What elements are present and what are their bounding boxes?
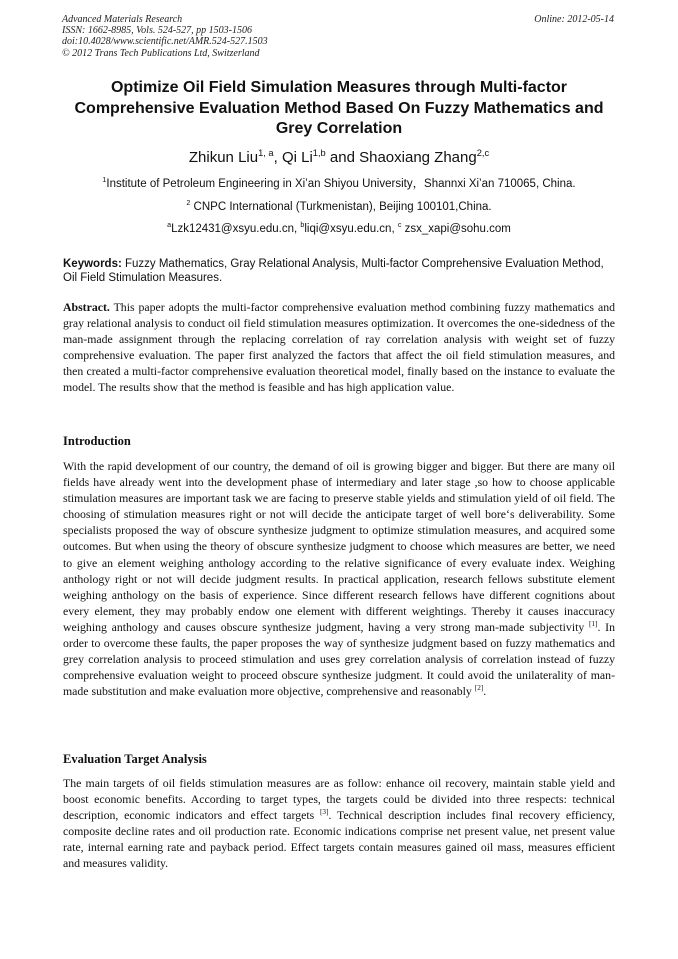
introduction-paragraph bbox=[63, 458, 615, 699]
author-superscript: 2,c bbox=[476, 148, 490, 158]
affiliation-text: Institute of Petroleum Engineering in Xi’an Shiyou University，Shannxi Xi’an 710065, China. bbox=[106, 178, 576, 190]
keywords-text: Fuzzy Mathematics, Gray Relational Analysis, Multi-factor Comprehensive Evaluation Method, Oil Field Stimulation Measures. bbox=[63, 258, 604, 284]
email-line bbox=[40, 222, 638, 236]
introduction-heading: Introduction bbox=[63, 434, 131, 448]
evaluation-heading: Evaluation Target Analysis bbox=[63, 752, 207, 766]
abstract-label: Abstract. bbox=[63, 300, 110, 314]
author-name: Shaoxiang Zhang bbox=[359, 149, 477, 166]
eval-text: . Technical description includes final recovery efficiency, composite decline rates and oil production rate. Economic indications comprise net present value, net present value rate, internal earning rate and payback period. Effect targets contain measures gained oil mass, measures efficient and measures validity. bbox=[63, 808, 615, 871]
email-superscript: c bbox=[397, 221, 402, 230]
keywords-block bbox=[63, 258, 615, 286]
citation-ref: [3] bbox=[319, 807, 329, 817]
title-line-1: Optimize Oil Field Simulation Measures through Multi-factor bbox=[110, 79, 568, 96]
author-separator: , bbox=[273, 149, 282, 166]
abstract-paragraph bbox=[63, 299, 615, 396]
author-superscript: 1, a bbox=[258, 148, 274, 158]
affiliation-text: CNPC International (Turkmenistan), Beijing 100101,China. bbox=[190, 201, 492, 213]
intro-text: . bbox=[483, 684, 487, 699]
intro-text: With the rapid development of our country, the demand of oil is growing bigger and bigger. But there are many oil fields have already went into the development phase of intermediary and later stage ,so how to choose applicable stimulation measures are important task we are facing to preserve stable yields and stimulation yield of oil field. The choosing of stimulation measures right or not will decide the anticipate target of well bore‘s deliverability. Some specialists proposed the way of obscure synthesize judgment to optimize stimulation measures, and acquired some outcomes. But when using the theory of obscure synthesize judgment to choose which measures are better, we need to give an element weighing anthology according to the relative significance of every evaluate index. Weighing anthology right or not will decide judgment results. In practical application, research fellows substitute element weighing anthology on the basis of experience. Since different research fellows have different cognitions about every element, they may probably endow one element with different weightings. Thereby it causes inaccuracy weighing anthology and causes obscure synthesize judgment, having a very strong man-made subjectivity bbox=[63, 459, 615, 634]
email-address: Lzk12431@xsyu.edu.cn, bbox=[171, 223, 301, 235]
affiliation-1 bbox=[40, 177, 638, 191]
evaluation-paragraph bbox=[63, 775, 615, 872]
author-name: Qi Li bbox=[281, 149, 313, 166]
eval-text: The main targets of oil fields stimulation measures are as follow: enhance oil recovery, maintain stable yield and boost economic benefits. According to target types, the targets could be divided into three respects: technical description, economic indicators and effect targets bbox=[63, 776, 615, 823]
author-list bbox=[40, 148, 638, 168]
issn-line: ISSN: 1662-8985, Vols. 524-527, pp 1503-1506 bbox=[62, 25, 252, 37]
email-superscript: b bbox=[300, 221, 305, 230]
citation-ref: [1] bbox=[589, 619, 598, 629]
title-line-3: Grey Correlation bbox=[275, 120, 403, 137]
abstract-text: This paper adopts the multi-factor comprehensive evaluation method combining fuzzy mathematics and gray relational analysis to conduct oil field stimulation measures optimization. It overcomes the one-sidedness of the man-made assignment through the replacing correlation of ray correlation analysis with weight set of fuzzy comprehensive evaluation. The paper first analyzed the factors that affect the oil field stimulation measures, and then created a multi-factor comprehensive evaluation theoretical model, finally based on the instance to evaluate the model. The results show that the method is feasible and has high application value. bbox=[63, 300, 615, 395]
author-superscript: 1,b bbox=[312, 148, 326, 158]
author-name: Zhikun Liu bbox=[188, 149, 259, 166]
email-superscript: a bbox=[167, 221, 172, 230]
doi-line: doi:10.4028/www.scientific.net/AMR.524-527.1503 bbox=[62, 36, 268, 48]
affiliation-superscript: 1 bbox=[102, 176, 107, 185]
affiliation-2 bbox=[40, 200, 638, 214]
email-address: zsx_xapi@sohu.com bbox=[401, 223, 511, 235]
keywords-label: Keywords: bbox=[63, 258, 122, 270]
citation-ref: [2] bbox=[474, 683, 484, 693]
copyright-line: © 2012 Trans Tech Publications Ltd, Switzerland bbox=[62, 47, 260, 59]
journal-name: Advanced Materials Research bbox=[62, 14, 183, 25]
journal-header bbox=[62, 14, 268, 59]
intro-text: . In order to overcome these faults, the paper proposes the way of synthesize judgment based on fuzzy mathematics and grey correlation analysis to proceed stimulation and uses grey correlation analysis of correlation instead of fuzzy comprehensive evaluation weight to proceed obscure synthesize judgment. It could avoid the unilaterality of man-made substitution and make evaluation more objective, comprehensive and reasonably bbox=[63, 619, 615, 699]
email-address: liqi@xsyu.edu.cn, bbox=[304, 223, 398, 235]
paper-title bbox=[40, 78, 638, 140]
online-date: Online: 2012-05-14 bbox=[534, 14, 614, 25]
author-separator: and bbox=[325, 149, 360, 166]
affiliation-superscript: 2 bbox=[186, 199, 191, 208]
title-line-2: Comprehensive Evaluation Method Based On Fuzzy Mathematics and bbox=[74, 99, 604, 117]
